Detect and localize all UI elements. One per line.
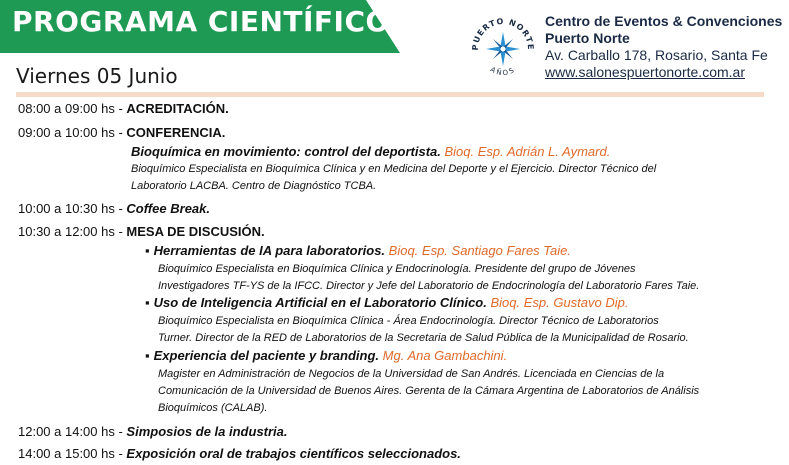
speaker-end: . [624,295,629,310]
talk-name: Experiencia del paciente y branding. [153,348,383,363]
schedule-item-discussion [18,224,265,239]
speaker-bio [158,366,699,417]
bio-line: Bioquímico Especialista en Bioquímica Clínica - Área Endocrinología. Director Técnico de Laboratorios [158,315,659,327]
session-title: CONFERENCIA. [126,125,226,140]
talk-name: Herramientas de IA para laboratorios. [153,243,389,258]
speaker-end: . [606,144,611,159]
time-range: 08:00 a 09:00 hs - [18,101,127,116]
bio-line: Bioquímico Especialista en Bioquímica Clínica y Endocrinología. Presidente del grupo de Jóvenes [158,263,636,275]
talk-title [131,144,610,159]
bio-line: Bioquímicos (CALAB). [158,402,268,414]
talk-title [145,243,571,258]
speaker-name: Bioq. Esp. Adrián L. Aymard [444,144,607,159]
speaker-name: Bioq. Esp. Gustavo Dip [490,295,625,310]
speaker-end: . [503,348,508,363]
time-range: 12:00 a 14:00 hs - [18,424,127,439]
talk-name: Uso de Inteligencia Artificial en el Laboratorio Clínico. [153,295,491,310]
talk-title [145,295,629,310]
venue-info [545,13,782,81]
bio-line: Laboratorio LACBA. Centro de Diagnóstico TCBA. [131,180,377,192]
session-title: Coffee Break. [126,201,210,216]
venue-name-line-2: Puerto Norte [545,30,630,46]
speaker-name: Mg. Ana Gambachini [382,348,504,363]
schedule-item-oral-presentations [18,446,461,461]
bio-line: Bioquímico Especialista en Bioquímica Clínica y en Medicina del Deporte y el Ejercicio. Director Técnico del [131,163,657,175]
session-title: Exposición oral de trabajos científicos seleccionados. [126,446,461,461]
time-range: 09:00 a 10:00 hs - [18,125,127,140]
schedule-item-symposia [18,424,288,439]
venue-address: Av. Carballo 178, Rosario, Santa Fe [545,47,768,63]
compass-rose-icon [486,32,520,66]
program-title: PROGRAMA CIENTÍFICO [12,5,390,38]
bullet-icon: ▪ [145,243,150,258]
bio-line: Investigadores TF-YS de la IFCC. Director y Jefe del Laboratorio de Endocrinología del Laboratorio Fares Taie. [158,280,700,292]
session-title: MESA DE DISCUSIÓN. [126,224,265,239]
speaker-bio [158,261,699,295]
bio-line: Turner. Director de la RED de Laboratorios de la Secretaria de Salud Pública de la Municipalidad de Rosario. [158,332,689,344]
session-title: Simposios de la industria. [126,424,288,439]
time-range: 10:00 a 10:30 hs - [18,201,127,216]
schedule-item-conference [18,125,225,140]
venue-name-line-1: Centro de Eventos & Convenciones [545,13,783,29]
session-title: ACREDITACIÓN. [126,101,229,116]
time-range: 14:00 a 15:00 hs - [18,446,127,461]
svg-text:AÑOS [489,65,517,77]
logo-sub-text: AÑOS [488,65,518,78]
schedule-item-accreditation [18,101,229,116]
puerto-norte-logo [468,14,538,84]
header-divider [16,92,764,97]
schedule-item-coffee-break [18,201,210,216]
speaker-end: . [567,243,572,258]
logo-text: PUERTO NORTE [470,16,536,51]
talk-name: Bioquímica en movimiento: control del deportista. [131,144,445,159]
speaker-bio [158,313,689,347]
speaker-name: Bioq. Esp. Santiago Fares Taie [388,243,568,258]
bullet-icon: ▪ [145,295,150,310]
speaker-bio [131,161,656,195]
bio-line: Comunicación de la Universidad de Buenos Aires. Gerenta de la Cámara Argentina de Laboratorios de Análisis [158,385,700,397]
talk-title [145,348,507,363]
bio-line: Magister en Administración de Negocios de la Universidad de San Andrés. Licenciada en Ciencias de la [158,368,665,380]
time-range: 10:30 a 12:00 hs - [18,224,127,239]
venue-website-link[interactable]: www.salonespuertonorte.com.ar [545,64,745,80]
event-date: Viernes 05 Junio [16,64,178,88]
bullet-icon: ▪ [145,348,150,363]
